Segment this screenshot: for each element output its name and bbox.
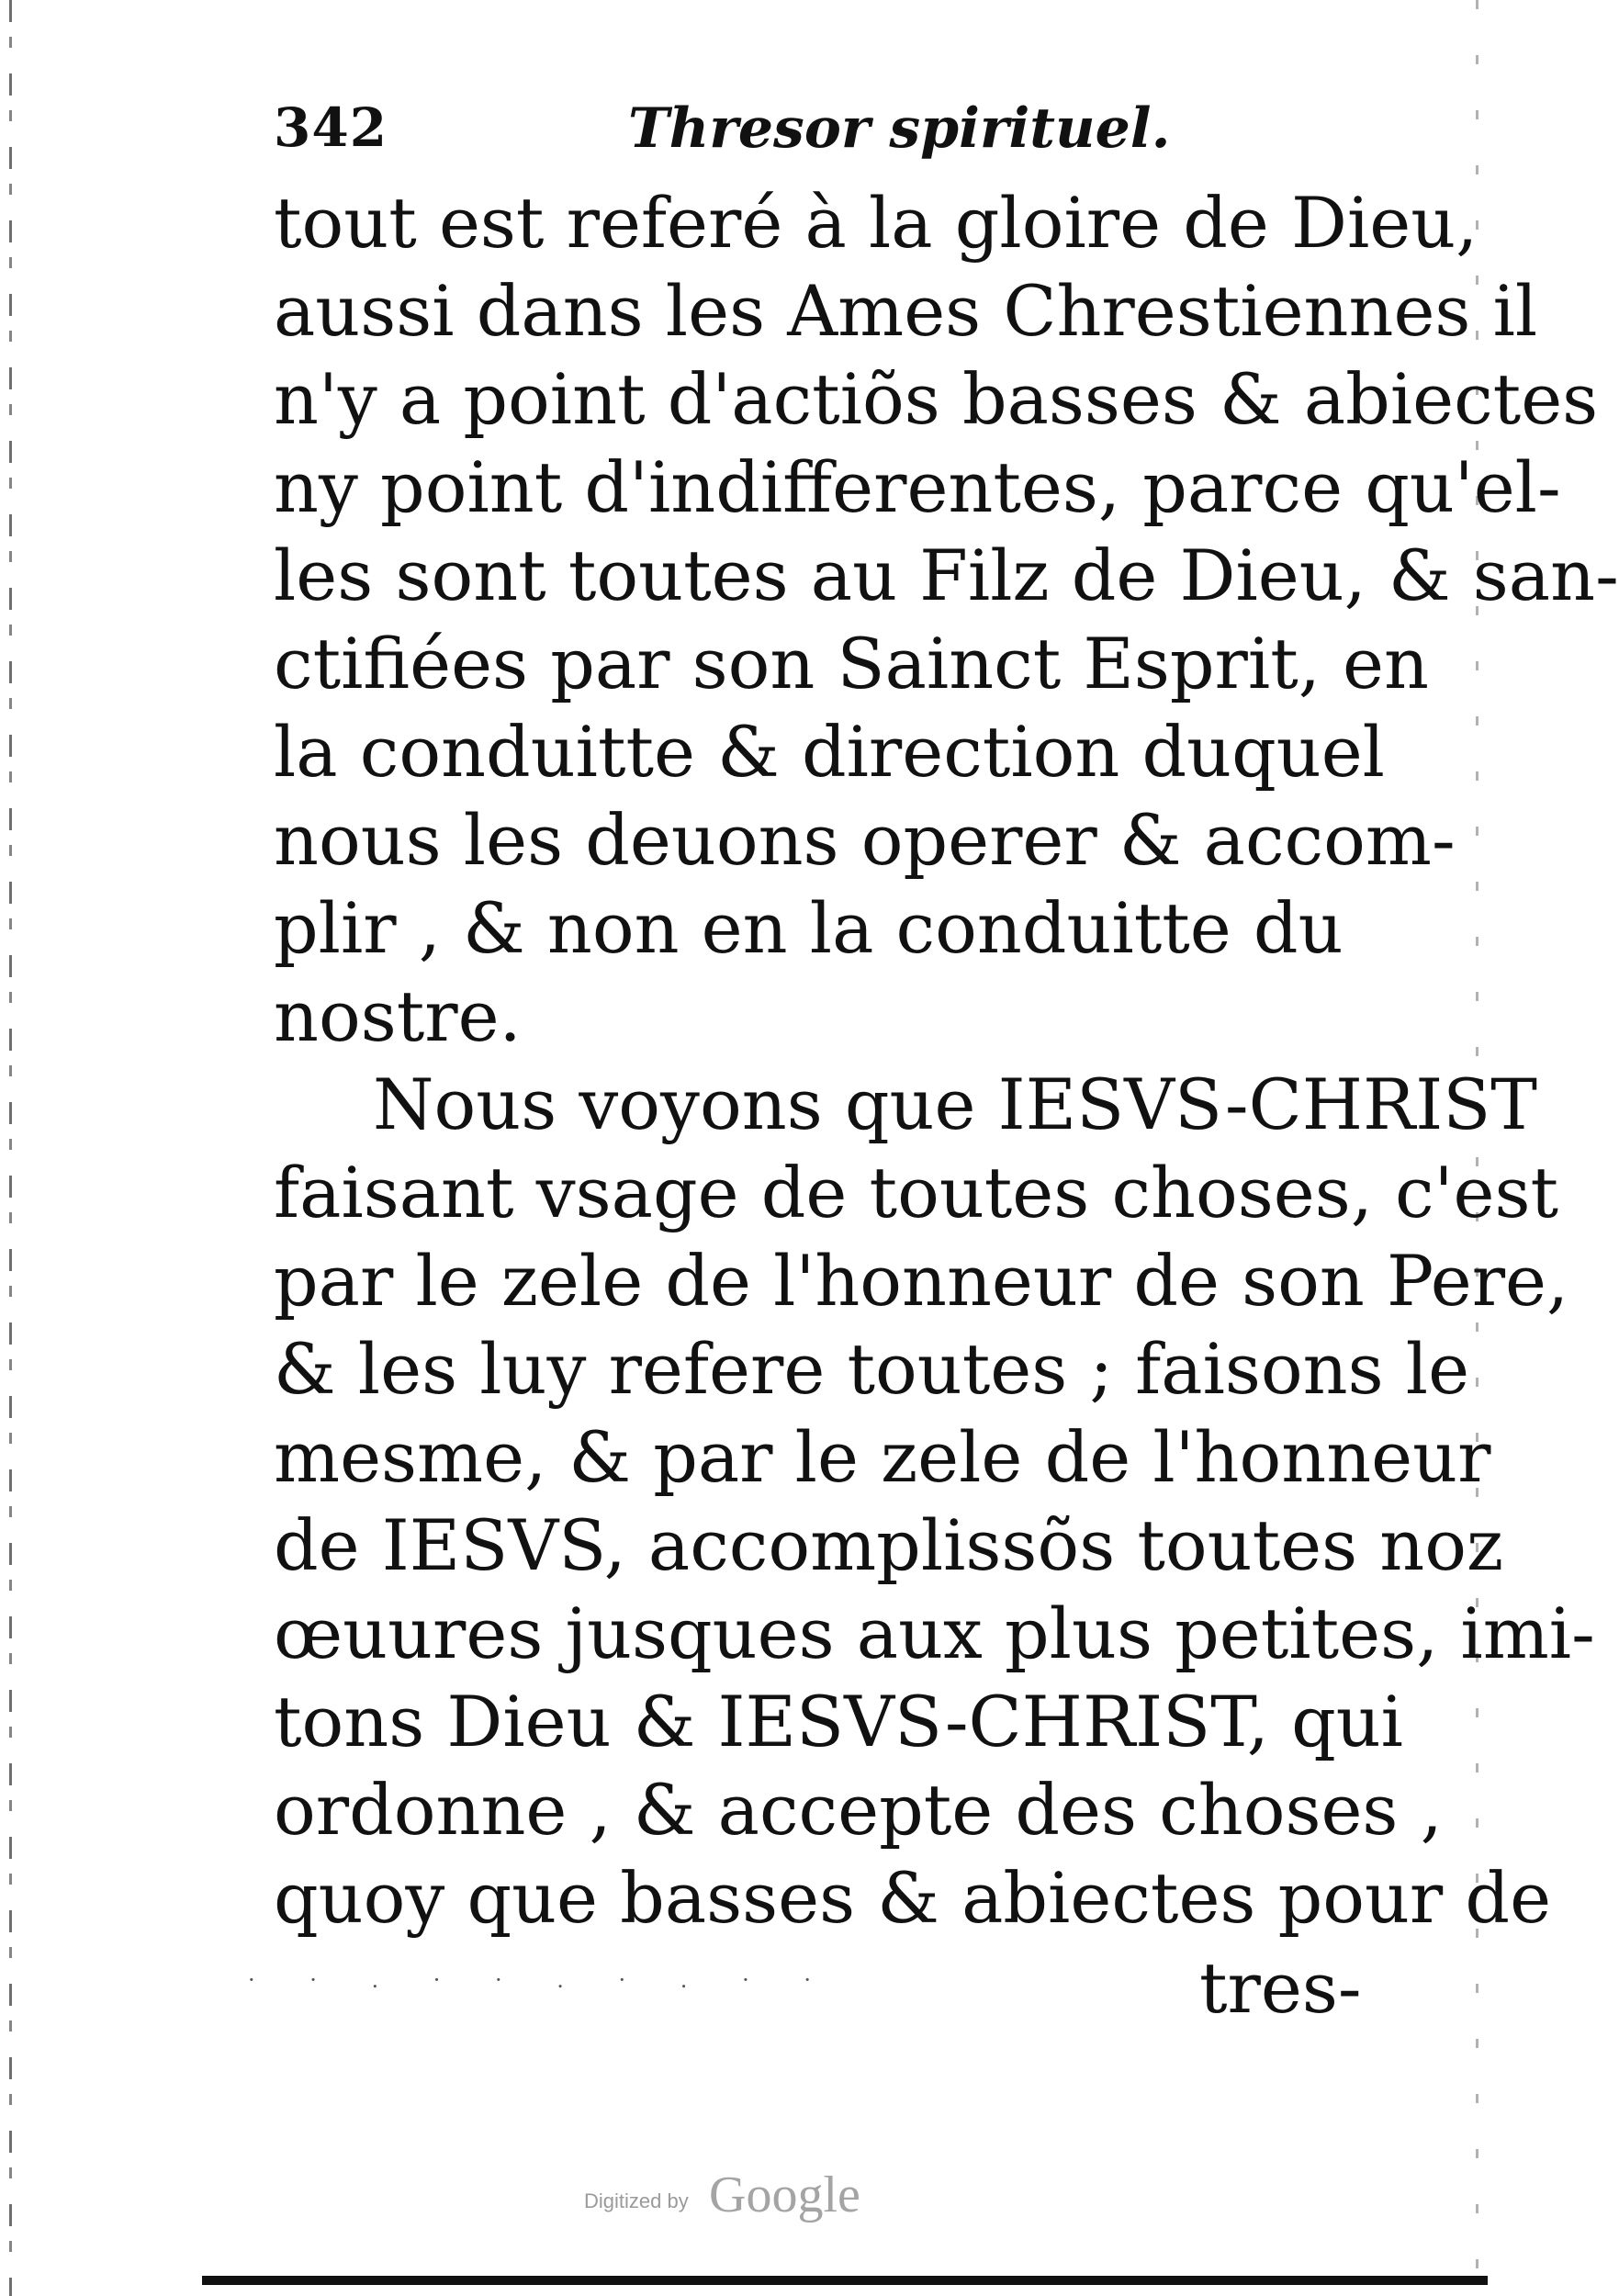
text-line: la conduitte & direction duquel: [274, 711, 1385, 793]
text-line: ny point d'indifferentes, parce qu'el-: [274, 446, 1561, 528]
text-line: nous les deuons operer & accom-: [274, 799, 1456, 881]
text-line: ctifiées par son Sainct Esprit, en: [274, 623, 1429, 704]
body-text: [274, 179, 1619, 1942]
ink-specks: · · . · · . · . · ·: [248, 1967, 835, 1993]
running-title: Thresor spirituel.: [628, 96, 1171, 161]
text-line: par le zele de l'honneur de son Pere,: [274, 1240, 1569, 1322]
text-line: faisant vsage de toutes choses, c'est: [274, 1152, 1558, 1233]
watermark-prefix: Digitized by: [584, 2189, 689, 2212]
text-line: quoy que basses & abiectes pour de: [274, 1857, 1552, 1939]
text-line: n'y a point d'actiõs basses & abiectes: [274, 358, 1599, 440]
digitized-by-google-watermark: [584, 2166, 915, 2221]
page-edge-left: [9, 0, 12, 2296]
google-logo: Google: [709, 2167, 860, 2223]
text-line: ordonne , & accepte des choses ,: [274, 1769, 1443, 1851]
text-line: de IESVS, accomplissõs toutes noz: [274, 1504, 1504, 1586]
paragraph-start-line: Nous voyons que IESVS-CHRIST: [373, 1064, 1537, 1145]
text-line: tout est referé à la gloire de Dieu,: [274, 182, 1478, 264]
text-line: plir , & non en la conduitte du: [274, 887, 1344, 969]
page-header: [274, 96, 1339, 161]
text-line: tons Dieu & IESVS-CHRIST, qui: [274, 1681, 1403, 1762]
page-number: 342: [274, 96, 388, 159]
text-line: mesme, & par le zele de l'honneur: [274, 1416, 1491, 1498]
text-line: aussi dans les Ames Chrestiennes il: [274, 270, 1538, 352]
text-line: œuures jusques aux plus petites, imi-: [274, 1593, 1595, 1674]
catchword: tres-: [1199, 1947, 1362, 2029]
scan-bottom-edge: [202, 2276, 1488, 2285]
text-line: & les luy refere toutes ; faisons le: [274, 1328, 1470, 1410]
text-line: nostre.: [274, 975, 522, 1057]
text-line: les sont toutes au Filz de Dieu, & san-: [274, 535, 1619, 616]
